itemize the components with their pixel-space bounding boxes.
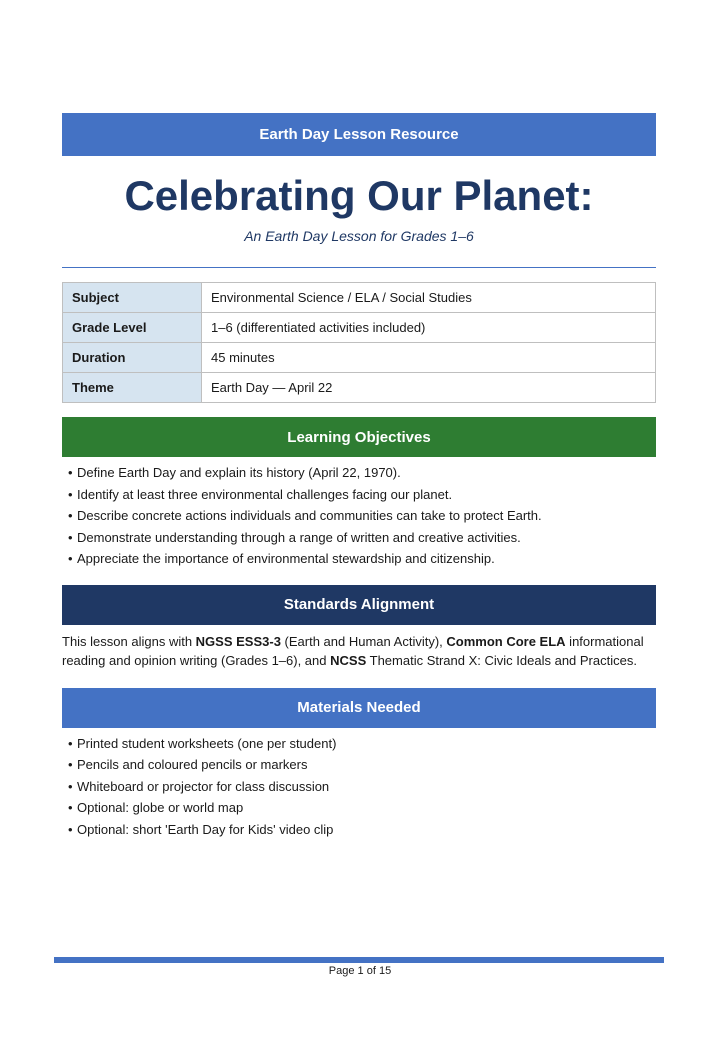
page-title: Celebrating Our Planet:	[124, 172, 594, 219]
header-banner-text: Earth Day Lesson Resource	[259, 126, 459, 143]
table-label-cell: Duration	[63, 343, 202, 373]
table-value-cell: Earth Day — April 22	[202, 373, 656, 403]
standards-text: informational reading and opinion writing (Grades 1–6), and	[62, 633, 644, 668]
table-row	[63, 343, 656, 373]
bullet-icon: •	[68, 551, 73, 566]
list-item-text: Define Earth Day and explain its history (April 22, 1970).	[77, 465, 401, 480]
list-item	[68, 527, 656, 549]
page-subtitle: An Earth Day Lesson for Grades 1–6	[244, 228, 474, 244]
list-item-text: Describe concrete actions individuals and communities can take to protect Earth.	[77, 508, 542, 523]
list-item-text: Identify at least three environmental challenges facing our planet.	[77, 486, 453, 502]
table-value-cell: 45 minutes	[202, 343, 656, 373]
standards-heading-text: Standards Alignment	[283, 596, 435, 613]
list-item	[68, 462, 656, 484]
list-item	[68, 819, 656, 841]
title-divider	[62, 267, 656, 268]
list-item-text: Appreciate the importance of environmental stewardship and citizenship.	[77, 551, 495, 566]
objectives-list	[62, 462, 656, 570]
table-row	[63, 283, 656, 313]
standards-common-core: Common Core ELA	[446, 633, 566, 649]
table-label-cell: Theme	[63, 373, 202, 403]
table-value-cell: Environmental Science / ELA / Social Studies	[202, 283, 656, 313]
list-item-text: Optional: short 'Earth Day for Kids' video clip	[77, 821, 334, 837]
bullet-icon: •	[68, 821, 73, 837]
standards-text: Thematic Strand X: Civic Ideals and Practices.	[366, 652, 637, 668]
list-item	[68, 776, 656, 798]
list-item	[68, 797, 656, 819]
table-label-cell: Grade Level	[63, 313, 202, 343]
list-item-text: Printed student worksheets (one per student)	[77, 735, 337, 751]
standards-ngss: NGSS ESS3-3	[195, 633, 281, 649]
list-item	[68, 484, 656, 506]
objectives-heading	[62, 417, 656, 457]
list-item	[68, 505, 656, 527]
bullet-icon: •	[68, 508, 73, 523]
standards-heading	[62, 585, 656, 625]
bullet-icon: •	[68, 757, 73, 772]
list-item-text: Optional: globe or world map	[77, 800, 244, 815]
list-item	[68, 548, 656, 570]
materials-list	[62, 733, 656, 841]
standards-paragraph	[62, 632, 656, 670]
standards-text: (Earth and Human Activity),	[280, 633, 447, 649]
materials-heading-text: Materials Needed	[297, 699, 421, 716]
materials-heading	[62, 688, 656, 728]
bullet-icon: •	[68, 800, 73, 815]
table-row	[63, 373, 656, 403]
lesson-info-table	[62, 282, 656, 403]
table-label-cell: Subject	[63, 283, 202, 313]
standards-ncss: NCSS	[330, 652, 367, 668]
list-item-text: Pencils and coloured pencils or markers	[77, 757, 308, 772]
bullet-icon: •	[68, 735, 73, 751]
bullet-icon: •	[68, 486, 73, 502]
header-banner	[62, 113, 656, 156]
page-number: Page 1 of 15	[328, 965, 392, 977]
table-row	[63, 313, 656, 343]
list-item	[68, 733, 656, 755]
bullet-icon: •	[68, 465, 73, 480]
list-item-text: Whiteboard or projector for class discussion	[77, 778, 330, 794]
table-value-cell: 1–6 (differentiated activities included)	[202, 313, 656, 343]
footer-divider	[54, 957, 664, 963]
list-item	[68, 754, 656, 776]
objectives-heading-text: Learning Objectives	[287, 428, 431, 446]
standards-text: This lesson aligns with	[62, 633, 196, 649]
list-item-text: Demonstrate understanding through a range of written and creative activities.	[77, 529, 521, 545]
bullet-icon: •	[68, 778, 73, 794]
bullet-icon: •	[68, 529, 73, 545]
document-page	[62, 113, 656, 840]
